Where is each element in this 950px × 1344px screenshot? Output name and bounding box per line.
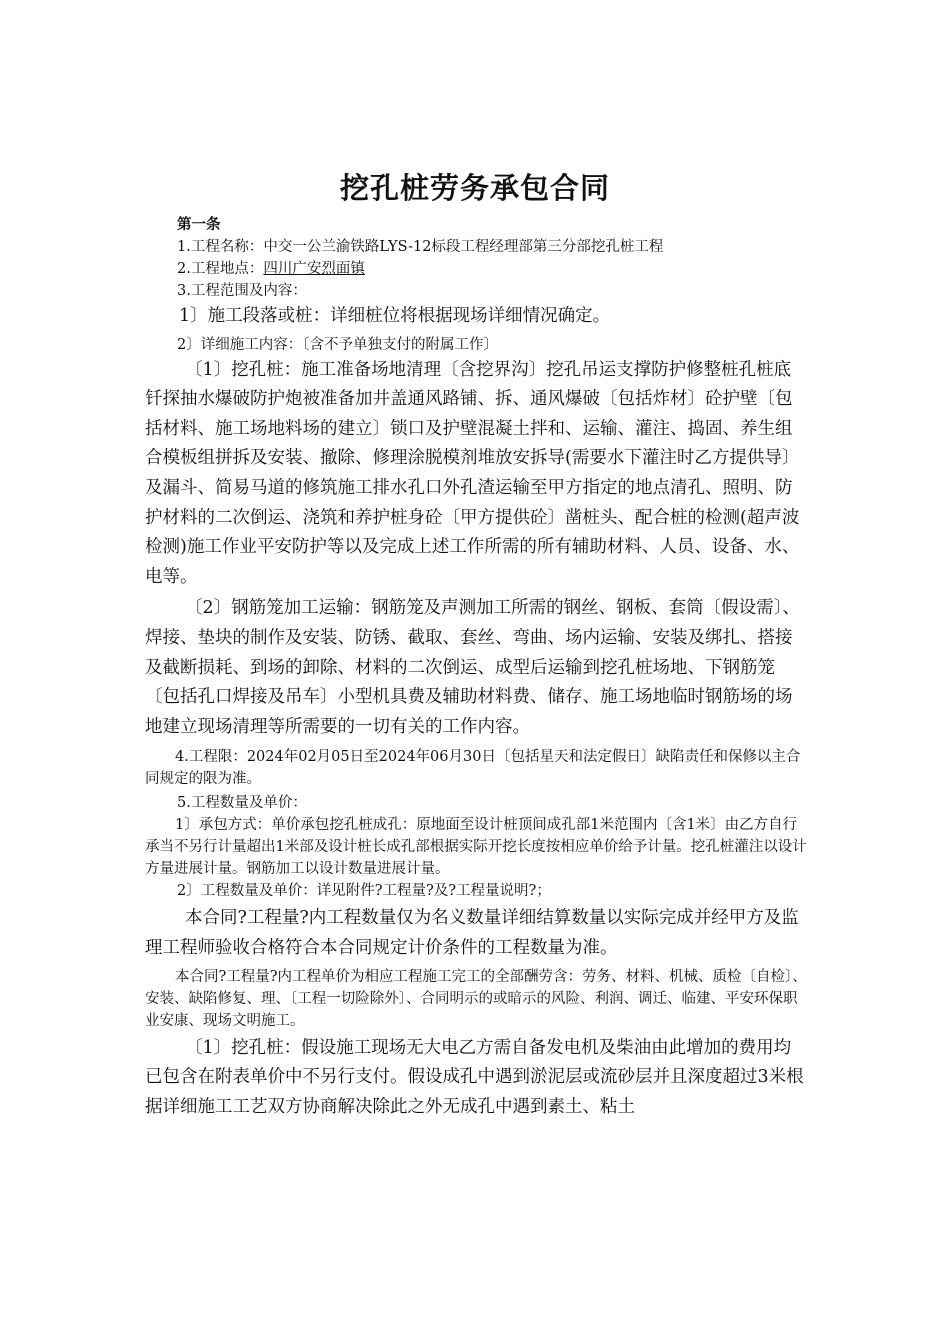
paragraph-dug-pile-power: 〔1〕挖孔桩：假设施工现场无大电乙方需自备发电机及柴油由此增加的费用均已包含在附表单价中不另行支付。假设成孔中遇到淤泥层或流砂层并且深度超过3米根据详细施工工艺双方协商解决除此之外无成孔中遇到素土、粘土 <box>145 1037 804 1117</box>
item-construction-period: 4.工程限：2024年02月05日至2024年06月30日〔包括星天和法定假日〕缺陷责任和保修以主合同规定的限为准。 <box>145 749 801 788</box>
document-title: 挖孔桩劳务承包合同 <box>339 171 610 205</box>
item-quantity-unit-price: 2〕工程数量及单价：详见附件?工程量?及?工程量说明?； <box>177 883 551 900</box>
item-project-name: 1.工程名称：中交一公兰渝铁路LYS-12标段工程经理部第三分部挖孔桩工程 <box>177 239 664 255</box>
article-heading: 第一条 <box>177 217 221 233</box>
paragraph-dug-pile: 〔1〕挖孔桩：施工准备场地清理〔含挖界沟〕挖孔吊运支撑防护修整桩孔桩底钎探抽水爆破防护炮被准备加井盖通风路铺、拆、通风爆破〔包括炸材〕砼护壁〔包括材料、施工场地料场的建立〕锁口及护壁混凝土拌和、运输、灌注、捣固、养生组合模板组拼拆及安装、撤除、修理涂脱模剂堆放安拆导(需要水下灌注时乙方提供导〕及漏斗、简易马道的修筑施工排水孔口外孔渣运输至甲方指定的地点清孔、照明、防护材料的二次倒运、浇筑和养护桩身砼〔甲方提供砼〕凿桩头、配合桩的检测(超声波检测)施工作业平安防护等以及完成上述工作所需的所有辅助材料、人员、设备、水、电等。 <box>145 359 800 587</box>
location-label: 2.工程地点： <box>177 261 264 277</box>
item-scope-piles: 1〕施工段落或桩：详细桩位将根据现场详细情况确定。 <box>179 306 611 326</box>
document-body <box>145 214 807 1122</box>
item-quantity-price: 5.工程数量及单价： <box>177 795 307 812</box>
item-scope-details: 2〕详细施工内容：〔含不予单独支付的附属工作〕 <box>177 336 498 353</box>
paragraph-unit-price-scope: 本合同?工程量?内工程单价为相应工程施工完工的全部酬劳含：劳务、材料、机械、质检〔自检〕、安装、缺陷修复、理、〔工程一切险除外〕、合同明示的或暗示的风险、利润、调迁、临建、平安环保职业安康、现场文明施工。 <box>145 968 807 1029</box>
item-project-location <box>145 258 807 280</box>
paragraph-rebar-cage: 〔2〕钢筋笼加工运输：钢筋笼及声测加工所需的钢丝、钢板、套筒〔假设需〕、焊接、垫块的制作及安装、防锈、截取、套丝、弯曲、场内运输、安装及绑扎、搭接及截断损耗、到场的卸除、材料的二次倒运、成型后运输到挖孔桩场地、下钢筋笼〔包括孔口焊接及吊车〕小型机具费及辅助材料费、储存、施工场地临时钢筋场的场地建立现场清理等所需要的一切有关的工作内容。 <box>145 598 800 737</box>
item-contract-method: 1〕承包方式：单价承包挖孔桩成孔：原地面至设计桩顶间成孔部1米范围内〔含1米〕由乙方自行承当不另行计量超出1米部及设计桩长成孔部根据实际开挖长度按相应单价给予计量。挖孔桩灌注以设计方量进展计量。钢筋加工以设计数量进展计量。 <box>145 817 807 878</box>
location-value: 四川广安烈面镇 <box>263 261 365 277</box>
paragraph-nominal-quantity: 本合同?工程量?内工程数量仅为名义数量详细结算数量以实际完成并经甲方及监理工程师验收合格符合本合同规定计价条件的工程数量为准。 <box>145 908 799 958</box>
item-project-scope: 3.工程范围及内容： <box>177 283 307 299</box>
